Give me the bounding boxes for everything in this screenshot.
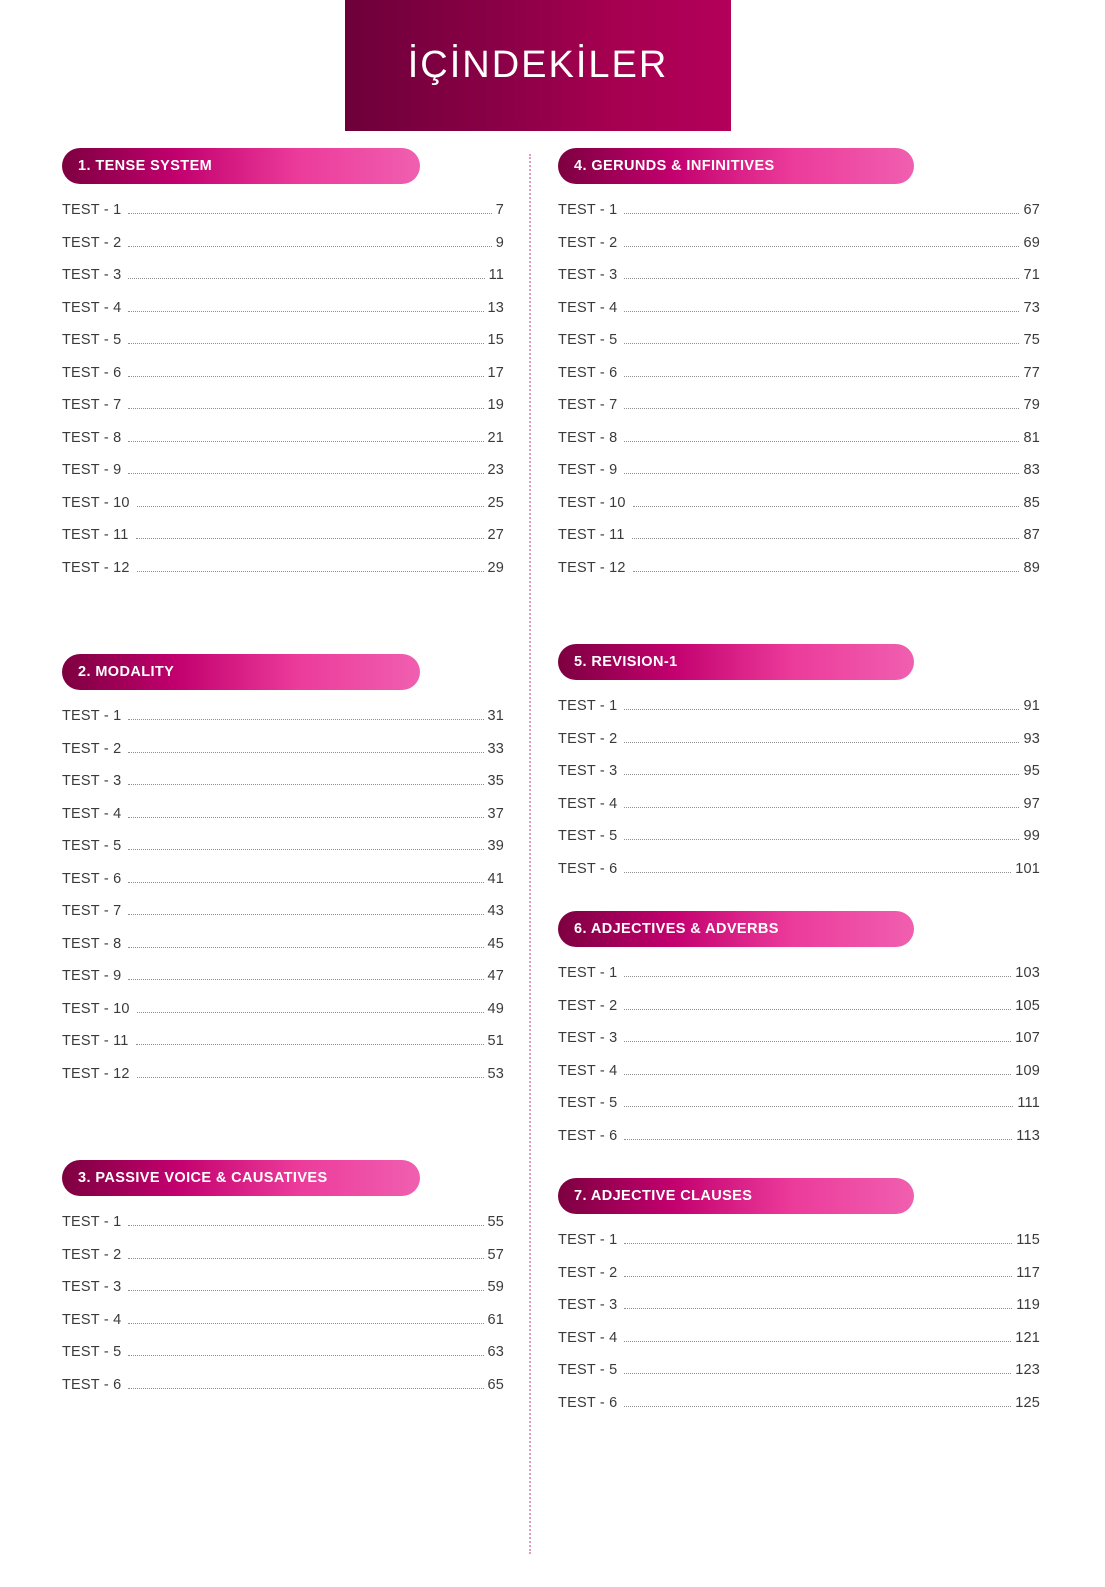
- toc-label: TEST - 8: [62, 429, 122, 446]
- list-item[interactable]: [62, 936, 504, 969]
- list-item[interactable]: [558, 998, 1040, 1031]
- toc-label: TEST - 7: [62, 397, 122, 413]
- toc-label: TEST - 6: [62, 1376, 122, 1393]
- list-item[interactable]: [62, 430, 504, 463]
- toc-leader: [128, 913, 483, 915]
- toc-label: TEST - 8: [62, 935, 122, 952]
- toc-leader: [624, 212, 1019, 214]
- list-item[interactable]: [62, 560, 504, 593]
- toc-label: TEST - 2: [62, 740, 122, 757]
- header-banner: [345, 0, 731, 131]
- toc-page: 15: [487, 332, 505, 348]
- toc-page: 69: [1023, 234, 1040, 251]
- list-item[interactable]: [558, 202, 1040, 235]
- toc-page: 121: [1015, 1329, 1040, 1346]
- toc-page: 77: [1023, 364, 1040, 381]
- toc-leader: [624, 1275, 1012, 1277]
- toc-label: TEST - 6: [558, 860, 618, 877]
- page-title: İÇİNDEKİLER: [407, 44, 669, 86]
- toc-list-gerunds-infinitives: [558, 202, 1040, 592]
- section-modality: [62, 654, 504, 1098]
- toc-page: 71: [1023, 267, 1040, 283]
- toc-label: TEST - 4: [62, 805, 122, 822]
- toc-list-tense-system: [62, 202, 504, 592]
- toc-leader: [624, 1340, 1011, 1342]
- toc-leader: [624, 342, 1019, 344]
- toc-label: TEST - 1: [62, 202, 122, 218]
- toc-leader: [624, 708, 1019, 710]
- toc-leader: [128, 718, 483, 720]
- toc-page: 61: [487, 1311, 505, 1328]
- toc-page: 99: [1023, 828, 1040, 844]
- list-item[interactable]: [558, 731, 1040, 764]
- toc-page: 45: [487, 935, 505, 952]
- list-item[interactable]: [558, 365, 1040, 398]
- toc-leader: [128, 342, 483, 344]
- toc-leader: [624, 871, 1011, 873]
- list-item[interactable]: [62, 267, 504, 300]
- toc-leader: [624, 1242, 1012, 1244]
- toc-page: 105: [1015, 997, 1040, 1014]
- toc-label: TEST - 2: [558, 1264, 618, 1281]
- list-item[interactable]: [62, 903, 504, 936]
- section-heading-tense-system: 1. TENSE SYSTEM: [62, 148, 420, 184]
- section-adjective-clauses: [558, 1178, 1040, 1427]
- list-item[interactable]: [62, 1344, 504, 1377]
- toc-label: TEST - 3: [558, 763, 618, 779]
- list-item[interactable]: [62, 806, 504, 839]
- toc-leader: [128, 310, 483, 312]
- toc-list-adjectives-adverbs: [558, 965, 1040, 1160]
- list-item[interactable]: [62, 527, 504, 560]
- section-heading-passive-voice-causatives: 3. PASSIVE VOICE & CAUSATIVES: [62, 1160, 420, 1196]
- toc-leader: [624, 440, 1019, 442]
- list-item[interactable]: [62, 1247, 504, 1280]
- toc-leader: [136, 537, 484, 539]
- list-item[interactable]: [558, 430, 1040, 463]
- toc-leader: [128, 1354, 483, 1356]
- toc-page: 49: [487, 1000, 505, 1017]
- toc-page: 65: [487, 1376, 505, 1393]
- toc-page: 93: [1023, 730, 1040, 747]
- toc-leader: [128, 375, 483, 377]
- toc-label: TEST - 4: [558, 1329, 618, 1346]
- toc-leader: [128, 1224, 483, 1226]
- list-item[interactable]: [558, 1095, 1040, 1128]
- toc-label: TEST - 4: [558, 795, 618, 812]
- toc-label: TEST - 4: [558, 1062, 618, 1079]
- toc-label: TEST - 5: [62, 1344, 122, 1360]
- toc-label: TEST - 3: [62, 1279, 122, 1295]
- list-item[interactable]: [558, 965, 1040, 998]
- list-item[interactable]: [558, 828, 1040, 861]
- toc-list-revision-1: [558, 698, 1040, 893]
- toc-leader: [128, 751, 483, 753]
- list-item[interactable]: [62, 235, 504, 268]
- list-item[interactable]: [558, 861, 1040, 894]
- toc-label: TEST - 3: [558, 1030, 618, 1046]
- toc-label: TEST - 6: [62, 364, 122, 381]
- toc-leader: [128, 848, 483, 850]
- toc-label: TEST - 3: [62, 267, 122, 283]
- list-item[interactable]: [558, 397, 1040, 430]
- list-item[interactable]: [62, 838, 504, 871]
- list-item[interactable]: [558, 1362, 1040, 1395]
- toc-label: TEST - 12: [62, 1065, 130, 1082]
- toc-page: 25: [487, 494, 505, 511]
- section-heading-gerunds-infinitives: 4. GERUNDS & INFINITIVES: [558, 148, 914, 184]
- toc-list-modality: [62, 708, 504, 1098]
- toc-list-passive-voice-causatives: [62, 1214, 504, 1409]
- toc-page: 41: [487, 870, 505, 887]
- toc-leader: [624, 1372, 1011, 1374]
- toc-page: 29: [487, 559, 505, 576]
- toc-label: TEST - 10: [62, 494, 130, 511]
- toc-page: 9: [495, 234, 505, 251]
- toc-page: 107: [1015, 1030, 1040, 1046]
- toc-leader: [624, 1073, 1011, 1075]
- list-item[interactable]: [558, 1232, 1040, 1265]
- toc-page: 123: [1015, 1362, 1040, 1378]
- toc-page: 33: [487, 740, 505, 757]
- toc-label: TEST - 2: [62, 234, 122, 251]
- toc-label: TEST - 2: [62, 1246, 122, 1263]
- toc-leader: [624, 407, 1019, 409]
- toc-leader: [137, 570, 484, 572]
- toc-label: TEST - 5: [62, 332, 122, 348]
- toc-leader: [128, 1257, 483, 1259]
- toc-leader: [624, 741, 1019, 743]
- toc-label: TEST - 4: [62, 299, 122, 316]
- list-item[interactable]: [558, 267, 1040, 300]
- toc-leader: [128, 816, 483, 818]
- list-item[interactable]: [558, 1395, 1040, 1428]
- list-item[interactable]: [558, 1030, 1040, 1063]
- list-item[interactable]: [62, 1214, 504, 1247]
- toc-page: 115: [1016, 1232, 1040, 1248]
- toc-leader: [128, 245, 491, 247]
- list-item[interactable]: [62, 1001, 504, 1034]
- list-item[interactable]: [62, 495, 504, 528]
- toc-leader: [128, 978, 483, 980]
- toc-leader: [624, 472, 1019, 474]
- toc-label: TEST - 10: [62, 1000, 130, 1017]
- toc-label: TEST - 6: [62, 870, 122, 887]
- toc-label: TEST - 5: [558, 1362, 618, 1378]
- toc-page: 97: [1023, 795, 1040, 812]
- toc-label: TEST - 11: [558, 527, 625, 543]
- toc-leader: [624, 838, 1019, 840]
- toc-label: TEST - 4: [558, 299, 618, 316]
- toc-leader: [128, 472, 483, 474]
- toc-label: TEST - 1: [558, 698, 618, 714]
- toc-label: TEST - 3: [558, 267, 618, 283]
- toc-leader: [624, 806, 1019, 808]
- section-revision-1: [558, 644, 1040, 893]
- list-item[interactable]: [62, 741, 504, 774]
- toc-label: TEST - 5: [558, 828, 618, 844]
- toc-label: TEST - 5: [62, 838, 122, 854]
- toc-label: TEST - 1: [62, 1214, 122, 1230]
- toc-leader: [624, 245, 1019, 247]
- list-item[interactable]: [558, 1297, 1040, 1330]
- toc-page: 37: [487, 805, 505, 822]
- list-item[interactable]: [558, 763, 1040, 796]
- list-item[interactable]: [62, 300, 504, 333]
- toc-leader: [137, 1011, 484, 1013]
- toc-label: TEST - 12: [62, 559, 130, 576]
- list-item[interactable]: [62, 365, 504, 398]
- toc-leader: [128, 881, 483, 883]
- section-heading-modality: 2. MODALITY: [62, 654, 420, 690]
- toc-label: TEST - 12: [558, 559, 626, 576]
- list-item[interactable]: [558, 495, 1040, 528]
- toc-page: 19: [487, 397, 505, 413]
- toc-leader: [624, 1040, 1011, 1042]
- section-heading-revision-1: 5. REVISION-1: [558, 644, 914, 680]
- toc-leader: [624, 375, 1019, 377]
- toc-page: 101: [1015, 860, 1040, 877]
- toc-page: 119: [1016, 1297, 1040, 1313]
- toc-leader: [633, 505, 1020, 507]
- toc-page: 89: [1023, 559, 1040, 576]
- toc-page: 11: [488, 267, 505, 283]
- list-item[interactable]: [62, 202, 504, 235]
- toc-page: 47: [487, 968, 505, 984]
- toc-label: TEST - 9: [62, 462, 122, 478]
- toc-leader: [624, 310, 1019, 312]
- toc-page: 95: [1023, 763, 1040, 779]
- list-item[interactable]: [62, 1279, 504, 1312]
- toc-leader: [633, 570, 1020, 572]
- list-item[interactable]: [62, 1033, 504, 1066]
- list-item[interactable]: [558, 698, 1040, 731]
- toc-page: 75: [1023, 332, 1040, 348]
- toc-page: 51: [487, 1033, 505, 1049]
- list-item[interactable]: [62, 708, 504, 741]
- toc-leader: [136, 1043, 484, 1045]
- toc-page: 79: [1023, 397, 1040, 413]
- toc-leader: [128, 407, 483, 409]
- toc-label: TEST - 7: [558, 397, 618, 413]
- toc-label: TEST - 6: [558, 364, 618, 381]
- toc-page: 109: [1015, 1062, 1040, 1079]
- toc-page: 53: [487, 1065, 505, 1082]
- list-item[interactable]: [62, 968, 504, 1001]
- toc-label: TEST - 1: [558, 1232, 618, 1248]
- toc-leader: [128, 946, 483, 948]
- toc-label: TEST - 8: [558, 429, 618, 446]
- list-item[interactable]: [62, 871, 504, 904]
- toc-leader: [624, 773, 1019, 775]
- list-item[interactable]: [62, 1312, 504, 1345]
- toc-page: 43: [487, 903, 505, 919]
- toc-page: 87: [1023, 527, 1040, 543]
- toc-label: TEST - 6: [558, 1127, 618, 1144]
- toc-page: 83: [1023, 462, 1040, 478]
- toc-label: TEST - 5: [558, 332, 618, 348]
- toc-leader: [624, 1405, 1011, 1407]
- toc-page: 7: [495, 202, 505, 218]
- toc-label: TEST - 2: [558, 730, 618, 747]
- toc-leader: [624, 277, 1019, 279]
- toc-label: TEST - 3: [558, 1297, 618, 1313]
- toc-label: TEST - 1: [558, 202, 618, 218]
- toc-page: 23: [487, 462, 505, 478]
- toc-leader: [137, 1076, 484, 1078]
- list-item[interactable]: [558, 527, 1040, 560]
- list-item[interactable]: [62, 462, 504, 495]
- toc-page: 81: [1023, 429, 1040, 446]
- list-item[interactable]: [62, 397, 504, 430]
- list-item[interactable]: [62, 332, 504, 365]
- toc-label: TEST - 11: [62, 1033, 129, 1049]
- list-item[interactable]: [558, 462, 1040, 495]
- section-heading-adjectives-adverbs: 6. ADJECTIVES & ADVERBS: [558, 911, 914, 947]
- list-item[interactable]: [558, 1128, 1040, 1161]
- toc-label: TEST - 2: [558, 997, 618, 1014]
- toc-page: 31: [487, 708, 505, 724]
- toc-page: 63: [487, 1344, 505, 1360]
- toc-page: 35: [487, 773, 505, 789]
- toc-leader: [624, 1105, 1013, 1107]
- list-item[interactable]: [558, 1265, 1040, 1298]
- section-passive-voice-causatives: [62, 1160, 504, 1409]
- toc-page: 67: [1023, 202, 1040, 218]
- section-gerunds-infinitives: [558, 148, 1040, 592]
- toc-label: TEST - 2: [558, 234, 618, 251]
- toc-page: 59: [487, 1279, 505, 1295]
- toc-label: TEST - 6: [558, 1394, 618, 1411]
- toc-page: 13: [487, 299, 505, 316]
- section-adjectives-adverbs: [558, 911, 1040, 1160]
- list-item[interactable]: [558, 332, 1040, 365]
- toc-page: 103: [1015, 965, 1040, 981]
- left-column: [0, 148, 529, 1554]
- list-item[interactable]: [62, 1066, 504, 1099]
- toc-leader: [632, 537, 1020, 539]
- toc-leader: [128, 277, 484, 279]
- toc-leader: [624, 975, 1011, 977]
- toc-list-adjective-clauses: [558, 1232, 1040, 1427]
- toc-label: TEST - 9: [558, 462, 618, 478]
- toc-page: 55: [487, 1214, 505, 1230]
- contents-columns: [0, 148, 1105, 1554]
- toc-label: TEST - 4: [62, 1311, 122, 1328]
- toc-leader: [128, 1322, 483, 1324]
- toc-page: 125: [1015, 1394, 1040, 1411]
- toc-page: 27: [487, 527, 505, 543]
- toc-leader: [624, 1008, 1011, 1010]
- toc-label: TEST - 10: [558, 494, 626, 511]
- section-heading-adjective-clauses: 7. ADJECTIVE CLAUSES: [558, 1178, 914, 1214]
- toc-label: TEST - 1: [62, 708, 122, 724]
- list-item[interactable]: [558, 235, 1040, 268]
- list-item[interactable]: [558, 560, 1040, 593]
- list-item[interactable]: [558, 1063, 1040, 1096]
- toc-label: TEST - 7: [62, 903, 122, 919]
- right-column: [533, 148, 1105, 1554]
- toc-leader: [128, 1289, 483, 1291]
- toc-label: TEST - 11: [62, 527, 129, 543]
- toc-page: 17: [487, 364, 505, 381]
- list-item[interactable]: [558, 300, 1040, 333]
- toc-leader: [624, 1138, 1012, 1140]
- toc-page: 113: [1016, 1127, 1040, 1144]
- list-item[interactable]: [558, 1330, 1040, 1363]
- toc-page: 91: [1023, 698, 1040, 714]
- toc-page: 85: [1023, 494, 1040, 511]
- toc-page: 39: [487, 838, 505, 854]
- toc-leader: [128, 783, 483, 785]
- toc-leader: [624, 1307, 1012, 1309]
- toc-leader: [128, 1387, 483, 1389]
- section-tense-system: [62, 148, 504, 592]
- list-item[interactable]: [558, 796, 1040, 829]
- toc-leader: [128, 212, 491, 214]
- toc-leader: [137, 505, 484, 507]
- toc-label: TEST - 1: [558, 965, 618, 981]
- list-item[interactable]: [62, 1377, 504, 1410]
- list-item[interactable]: [62, 773, 504, 806]
- toc-page: 117: [1016, 1264, 1040, 1281]
- toc-leader: [128, 440, 483, 442]
- toc-label: TEST - 3: [62, 773, 122, 789]
- toc-page: 111: [1017, 1095, 1040, 1111]
- toc-page: 73: [1023, 299, 1040, 316]
- toc-page: 21: [487, 429, 505, 446]
- toc-label: TEST - 9: [62, 968, 122, 984]
- toc-label: TEST - 5: [558, 1095, 618, 1111]
- toc-page: 57: [487, 1246, 505, 1263]
